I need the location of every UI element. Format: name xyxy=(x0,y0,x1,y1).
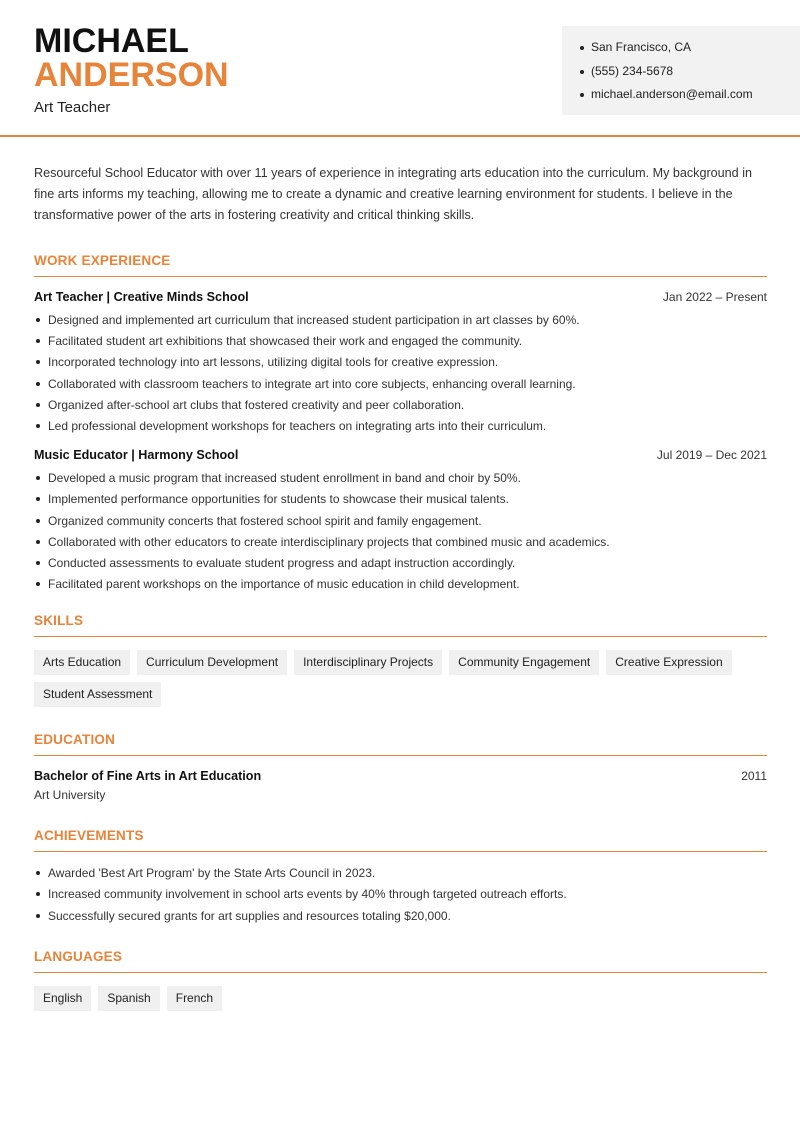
skill-chip: Interdisciplinary Projects xyxy=(294,650,442,675)
achievements-section xyxy=(34,828,767,929)
achievements-list xyxy=(34,865,767,929)
list-item xyxy=(34,534,767,555)
bullet-icon xyxy=(36,403,40,407)
contact-phone xyxy=(580,63,800,87)
bullet-icon xyxy=(36,561,40,565)
bullet-text: Facilitated parent workshops on the importance of music education in child development. xyxy=(48,577,520,592)
contact-email[interactable] xyxy=(580,86,800,110)
list-item xyxy=(34,354,767,375)
language-chip: English xyxy=(34,986,91,1011)
list-item xyxy=(34,333,767,354)
bullet-text: Collaborated with classroom teachers to integrate art into core subjects, enhancing overall learning. xyxy=(48,376,576,391)
bullet-icon xyxy=(580,46,584,50)
job-title: Art Teacher xyxy=(34,99,111,116)
job-entry xyxy=(34,290,767,439)
skills-list xyxy=(34,650,767,707)
list-item xyxy=(34,555,767,576)
bullet-text: Designed and implemented art curriculum that increased student participation in art classes by 60%. xyxy=(48,313,580,327)
language-chip: Spanish xyxy=(98,986,159,1011)
bullet-text: Led professional development workshops for teachers on integrating arts into their curriculum. xyxy=(48,418,547,433)
list-item xyxy=(34,886,767,907)
education-section xyxy=(34,732,767,802)
bullet-icon xyxy=(36,497,40,501)
list-item xyxy=(34,470,767,491)
bullet-text: Implemented performance opportunities for students to showcase their musical talents. xyxy=(48,492,509,507)
job-bullets xyxy=(34,312,767,439)
bullet-text: Increased community involvement in school arts events by 40% through targeted outreach efforts. xyxy=(48,887,567,902)
summary: Resourceful School Educator with over 11 years of experience in integrating arts education into the curriculum. My background in fine arts informs my teaching, allowing me to create a dynamic and creative learning environment for students. I believe in the transformative power of the arts in fostering creativity and critical thinking skills. xyxy=(34,166,752,222)
bullet-text: Organized after-school art clubs that fostered creativity and peer collaboration. xyxy=(48,397,465,412)
bullet-text: Conducted assessments to evaluate student progress and adapt instruction accordingly. xyxy=(48,555,516,570)
education-year: 2011 xyxy=(741,769,767,784)
job-heading: Art Teacher | Creative Minds School xyxy=(34,290,249,304)
bullet-text: Awarded 'Best Art Program' by the State Arts Council in 2023. xyxy=(48,866,376,881)
job-bullets xyxy=(34,470,767,597)
languages-section xyxy=(34,949,767,1011)
list-item xyxy=(34,908,767,929)
list-item xyxy=(34,513,767,534)
bullet-icon xyxy=(36,519,40,523)
job-dates: Jul 2019 – Dec 2021 xyxy=(656,448,767,463)
language-chip: French xyxy=(167,986,222,1011)
list-item xyxy=(34,576,767,597)
education-degree: Bachelor of Fine Arts in Art Education xyxy=(34,769,262,784)
bullet-icon xyxy=(36,540,40,544)
contact-location-text: San Francisco, CA xyxy=(591,40,692,54)
skill-chip: Community Engagement xyxy=(449,650,599,675)
list-item xyxy=(34,397,767,418)
bullet-icon xyxy=(36,360,40,364)
skill-chip: Curriculum Development xyxy=(137,650,287,675)
section-title-achievements: ACHIEVEMENTS xyxy=(34,828,767,852)
list-item xyxy=(34,865,767,886)
education-header xyxy=(34,769,767,783)
bullet-text: Organized community concerts that fostered school spirit and family engagement. xyxy=(48,513,482,528)
first-name: MICHAEL xyxy=(34,22,189,60)
bullet-icon xyxy=(36,318,40,322)
resume-body xyxy=(34,163,767,1011)
skill-chip: Creative Expression xyxy=(606,650,731,675)
languages-list xyxy=(34,986,767,1011)
bullet-icon xyxy=(36,582,40,586)
contact-phone-text: (555) 234-5678 xyxy=(591,63,674,78)
bullet-icon xyxy=(36,476,40,480)
job-header xyxy=(34,448,767,462)
section-title-skills: SKILLS xyxy=(34,613,767,637)
job-dates: Jan 2022 – Present xyxy=(662,290,767,304)
bullet-text: Successfully secured grants for art supplies and resources totaling $20,000. xyxy=(48,908,451,923)
bullet-icon xyxy=(36,339,40,343)
bullet-text: Incorporated technology into art lessons, utilizing digital tools for creative expression. xyxy=(48,355,499,370)
skills-section xyxy=(34,613,767,707)
bullet-icon xyxy=(36,892,40,896)
bullet-text: Facilitated student art exhibitions that showcased their work and engaged the community. xyxy=(48,334,523,349)
last-name: ANDERSON xyxy=(34,56,229,94)
job-heading: Music Educator | Harmony School xyxy=(34,448,239,463)
section-title-work: WORK EXPERIENCE xyxy=(34,253,767,277)
list-item xyxy=(34,376,767,397)
resume-header xyxy=(0,0,800,137)
contact-email-text[interactable]: michael.anderson@email.com xyxy=(591,87,753,101)
bullet-text: Developed a music program that increased student enrollment in band and choir by 50%. xyxy=(48,471,521,486)
skill-chip: Arts Education xyxy=(34,650,130,675)
list-item xyxy=(34,491,767,512)
section-title-languages: LANGUAGES xyxy=(34,949,767,973)
bullet-icon xyxy=(36,871,40,875)
contact-location xyxy=(580,39,800,63)
contact-box xyxy=(562,26,800,115)
education-school: Art University xyxy=(34,788,106,803)
bullet-icon xyxy=(36,382,40,386)
list-item xyxy=(34,418,767,439)
skill-chip: Student Assessment xyxy=(34,682,161,707)
list-item xyxy=(34,312,767,333)
job-header xyxy=(34,290,767,304)
bullet-text: Collaborated with other educators to create interdisciplinary projects that combined music and academics. xyxy=(48,534,610,549)
job-entry xyxy=(34,448,767,597)
bullet-icon xyxy=(580,93,584,97)
bullet-icon xyxy=(580,70,584,74)
bullet-icon xyxy=(36,914,40,918)
work-section xyxy=(34,253,767,597)
section-title-education: EDUCATION xyxy=(34,732,767,756)
bullet-icon xyxy=(36,424,40,428)
